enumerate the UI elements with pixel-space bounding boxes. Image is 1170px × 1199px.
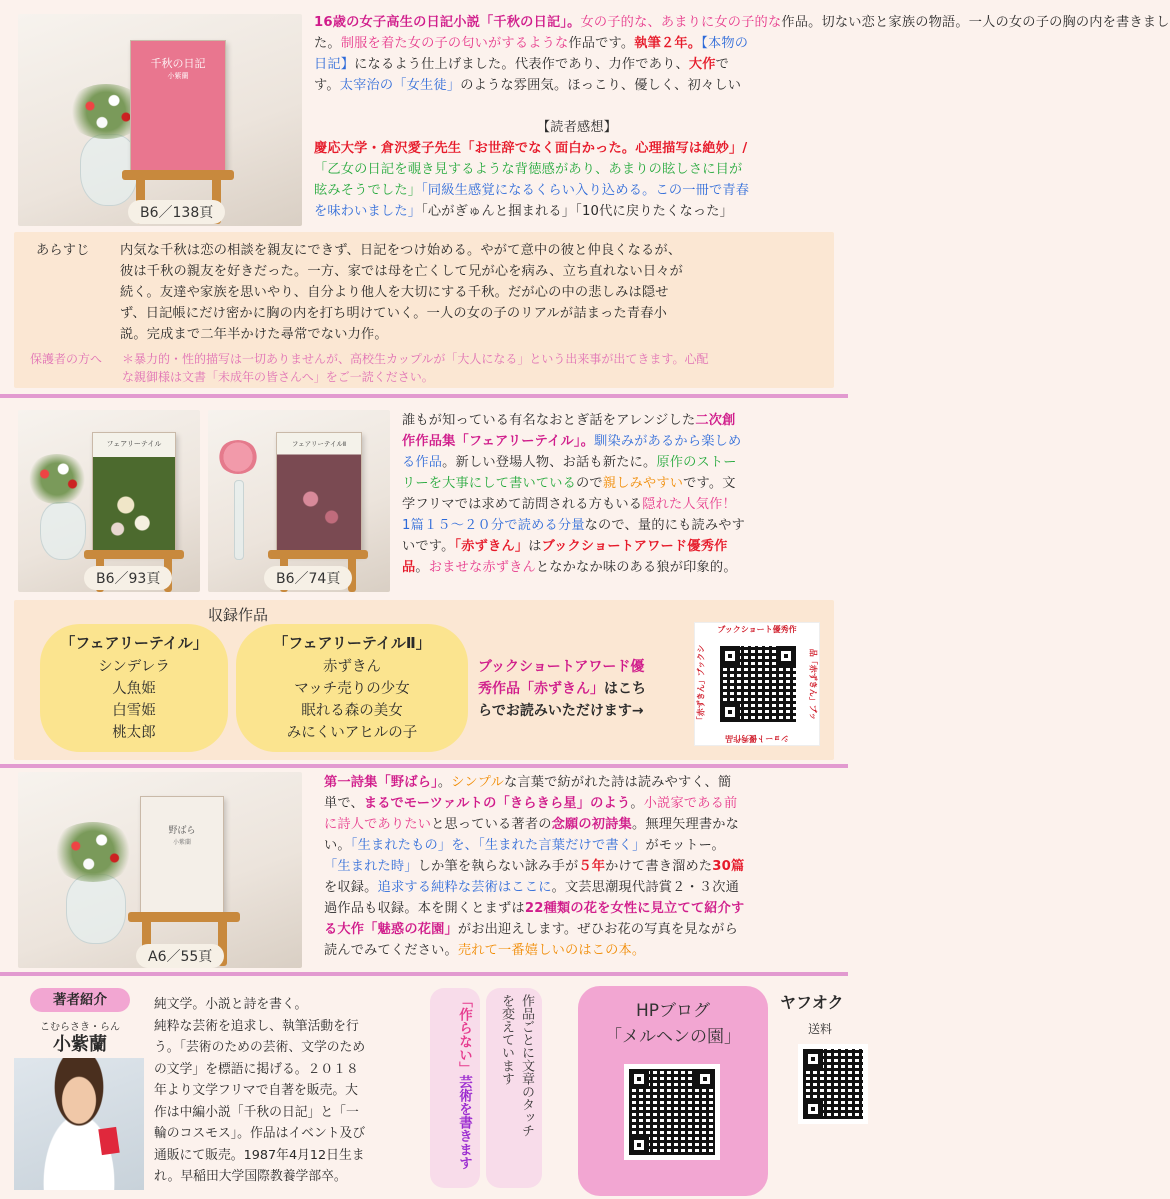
synopsis-text [120, 240, 832, 345]
auction-subtitle: 送料 [808, 1022, 833, 1036]
collection1-item: シンデレラ [98, 659, 170, 675]
collection2-title: 「フェアリーテイルⅡ」 [273, 634, 431, 652]
text-segment: リーを大事にして書いている [402, 476, 577, 491]
text-segment: 。 [415, 560, 429, 575]
text-segment: を収録。 [324, 880, 378, 895]
text-segment: を味わいました」 [314, 204, 422, 219]
text-segment: 親しみやすい [602, 476, 684, 491]
award-segment: はこち [604, 681, 646, 697]
synopsis-line: 説。完成まで二年半かけた尋常でない力作。 [120, 327, 388, 342]
chiaki-book-cover-author: 小紫蘭 [167, 72, 189, 80]
text-segment: です。文 [683, 476, 736, 491]
text-segment: で [715, 57, 730, 72]
text-segment: た。 [314, 36, 341, 51]
text-segment: 制服を着た女の子の匂いがするような [340, 36, 569, 51]
vertical-note-1-rest: 芸術を書きます [456, 1075, 472, 1170]
text-segment: 16歳の女子高生の日記小説「千秋の日記」。 [314, 15, 581, 30]
bio-line: れ。早稲田大学国際教養学部卒。 [154, 1169, 347, 1184]
bio-line: う。「芸術のための芸術、文学のため [154, 1040, 366, 1055]
vertical-note-2 [486, 988, 542, 1188]
collection2-item: マッチ売りの少女 [294, 681, 410, 697]
text-segment: 誰もが知っている有名なおとぎ話をアレンジした [402, 413, 696, 428]
text-segment: 太宰治の「女生徒」 [339, 78, 461, 93]
text-segment: 。 [630, 796, 644, 811]
synopsis-line: ず、日記帳にだけ密かに胸の内を打ち明けていく。一人の女の子のリアルが詰まった青春小 [120, 306, 668, 321]
chiaki-description [314, 12, 1170, 96]
text-segment: ５年 [578, 859, 606, 874]
reader-comments [314, 138, 846, 222]
blog-title: HPブログ [635, 1001, 711, 1021]
blog-qr-code[interactable] [624, 1064, 720, 1160]
text-line [324, 835, 842, 856]
text-line [314, 159, 846, 180]
text-segment: 眩みそうでした」 [314, 183, 422, 198]
bio-line: 通販にて販売。1987年4月12日生ま [154, 1147, 365, 1163]
qr-finder [720, 646, 740, 666]
flower-illustration [26, 454, 88, 504]
qr-finder [629, 1069, 649, 1089]
text-segment: ので [576, 476, 603, 491]
bio-line: 純粋な芸術を追求し、執筆活動を行 [154, 1018, 359, 1034]
text-segment: 作品です。 [568, 36, 635, 51]
guardian-line: な親御様は文書「未成年の皆さんへ」をご一読ください。 [122, 370, 434, 384]
section-divider [0, 972, 848, 976]
nobara-size-caption: A6／55頁 [136, 944, 224, 968]
author-furigana: こむらさき・らん [40, 1022, 120, 1033]
text-segment: す。 [314, 78, 340, 93]
qr-finder [695, 1069, 715, 1089]
fairytale-book-cover-title: フェアリーテイル [106, 440, 162, 448]
text-segment: となかなか味のある狼が印象的。 [535, 560, 737, 575]
text-segment: 「同級生感覚になるくらい入り込める。この一冊で青春 [421, 183, 750, 198]
award-line: らでお読みいただけます→ [478, 703, 644, 719]
vase-illustration [40, 502, 86, 560]
text-segment: 学フリマでは求めて訪問される方もいる [402, 497, 643, 512]
text-segment: 作作品集「フェアリーテイル」。 [402, 434, 595, 449]
author-photo [14, 1058, 144, 1190]
text-segment: 品 [402, 560, 416, 575]
text-line [314, 33, 840, 54]
collection1-item: 人魚姫 [112, 681, 156, 697]
text-segment: 「心がぎゅんと掴まれる」「10代に戻りたくなった」 [421, 204, 734, 219]
bio-line: 年より文学フリマで自著を販売。大 [154, 1083, 358, 1098]
text-segment: 女の子的な、あまりに女の子的な [580, 15, 782, 30]
text-line [402, 494, 842, 515]
award-line [478, 678, 690, 700]
collection1-item: 桃太郎 [112, 725, 156, 741]
text-line [324, 772, 842, 793]
qr-finder [720, 702, 740, 722]
text-segment: のような雰囲気。ほっこり、優しく、初々しい [460, 78, 742, 93]
award-segment: 秀作品「赤ずきん」 [478, 681, 604, 697]
text-segment: に詩人でありたい [324, 817, 432, 832]
text-line [402, 410, 842, 431]
collection2-item: みにくいアヒルの子 [286, 725, 418, 741]
text-segment: かけて書き溜めた [605, 859, 713, 874]
text-segment: 22種類の花を女性に見立てて紹介す [524, 901, 745, 916]
author-badge: 著者紹介 [30, 988, 130, 1012]
text-segment: 隠れた人気作！ [642, 497, 736, 512]
text-segment: は [528, 539, 542, 554]
nobara-book-cover-title: 野ばら [168, 826, 196, 836]
qr-finder [803, 1049, 823, 1069]
text-segment: と思っている著者の [431, 817, 552, 832]
text-segment: おませな赤ずきん [428, 560, 536, 575]
nobara-description [324, 772, 842, 961]
text-segment: ブックショートアワード優秀作 [541, 539, 728, 554]
collection2-list [236, 656, 468, 744]
collection1-title: 「フェアリーテイル」 [60, 634, 208, 652]
text-segment: 【本物の [701, 36, 749, 51]
text-segment: な言葉で紡がれた詩は読みやすく、簡 [503, 775, 732, 790]
vase-illustration [66, 874, 126, 944]
fairytale2-size-caption: B6／74頁 [264, 566, 352, 590]
text-segment: 「乙女の日記を覗き見するような背徳感があり、あまりの眩しさに目が [314, 162, 743, 177]
text-segment: る作品 [402, 455, 443, 470]
text-segment: 「赤ずきん」 [454, 539, 529, 554]
fairytale2-book-cover-title: フェアリーテイルⅡ [291, 440, 347, 448]
author-name: 小紫蘭 [53, 1034, 107, 1055]
text-segment: がモットー。 [645, 838, 725, 853]
chiaki-book-cover-title: 千秋の日記 [150, 57, 206, 70]
text-line [314, 54, 840, 75]
bio-line: 輪のコスモス」。作品はイベント及び [154, 1126, 366, 1141]
qr-label-right: 品「赤ずきん」ブッ [808, 648, 818, 721]
qr-finder [629, 1135, 649, 1155]
synopsis-label: あらすじ [36, 243, 90, 258]
text-segment: なので、量的にも読みやす [584, 518, 746, 533]
text-line [402, 536, 842, 557]
text-segment: 慶応大学・倉沢愛子先生「お世辞でなく面白かった。心理描写は絶妙」/ [314, 141, 748, 156]
bio-line: 作は中編小説「千秋の日記」と「一 [154, 1104, 359, 1120]
text-segment: まるでモーツァルトの「きらきら星」のよう [363, 796, 631, 811]
fairytale-book-photo [18, 410, 200, 592]
reader-heading: 【読者感想】 [536, 120, 618, 135]
text-segment: 作品。切ない恋と家族の物語。一人の女の子の胸の内を書きまし [781, 15, 1170, 30]
text-segment: 大作 [688, 57, 716, 72]
text-segment: 念願の初詩集 [551, 817, 632, 832]
chiaki-size-caption: B6／138頁 [128, 200, 225, 224]
collection2-item: 赤ずきん [323, 659, 381, 675]
red-book-prop [98, 1127, 119, 1155]
text-segment: 。文芸思潮現代詩賞２・３次通 [551, 880, 740, 895]
chiaki-book-cover [130, 40, 226, 172]
text-line [324, 940, 842, 961]
text-line [324, 877, 842, 898]
guardian-note [122, 350, 834, 386]
text-segment: 日記】 [314, 57, 355, 72]
synopsis-line: 彼は千秋の親友を好きだった。一方、家では母を亡くして兄が心を病み、立ち直れない日々が [120, 264, 684, 279]
qr-label-left: 「赤ずきん」ブックシ [696, 644, 706, 725]
vertical-note-1-quote: 「作らない」 [456, 994, 472, 1075]
text-line [324, 856, 842, 877]
section-divider [0, 764, 848, 768]
author-bio [154, 994, 426, 1188]
text-segment: 過作品も収録。本を開くとまずは [324, 901, 525, 916]
blog-name: 「メルヘンの園」 [605, 1027, 741, 1047]
nobara-book-cover-author: 小紫蘭 [172, 839, 191, 846]
nobara-book-photo [18, 772, 302, 968]
guardian-label: 保護者の方へ [30, 352, 103, 366]
auction-title: ヤフオク [780, 993, 844, 1012]
text-line [314, 201, 846, 222]
text-line [314, 12, 1170, 33]
fairytale2-book-photo [208, 410, 390, 592]
text-segment: 原作のストー [656, 455, 737, 470]
text-segment: いです。 [402, 539, 455, 554]
text-segment: い。 [324, 838, 351, 853]
text-line [324, 793, 842, 814]
vertical-note-2-col2: を変えています [499, 994, 514, 1085]
text-line [314, 138, 846, 159]
fairytale-book-cover [92, 432, 176, 554]
qr-label-top: ブックショート優秀作 [717, 625, 797, 634]
award-qr-frame [694, 622, 820, 746]
blog-panel[interactable] [578, 986, 768, 1196]
collection2-item: 眠れる森の美女 [301, 703, 403, 719]
text-segment: 。 [437, 775, 452, 790]
award-line: ブックショートアワード優 [478, 659, 645, 675]
text-segment: がお出迎えします。ぜひお花の写真を見ながら [457, 922, 738, 937]
text-segment: 追求する純粋な芸術はここに [377, 880, 552, 895]
text-segment: 単で、 [324, 796, 364, 811]
text-line [402, 557, 842, 578]
text-segment: 小説家である前 [643, 796, 738, 811]
text-segment: 第一詩集「野ばら」 [324, 775, 438, 790]
text-line [402, 473, 842, 494]
text-segment: シンプル [451, 775, 504, 790]
section-divider [0, 394, 848, 398]
text-line [314, 180, 846, 201]
chiaki-book-photo [18, 14, 302, 226]
text-segment: 執筆２年。 [634, 36, 702, 51]
qr-finder [776, 646, 796, 666]
flower-illustration [50, 822, 136, 882]
qr-finder [803, 1099, 823, 1119]
vase-illustration [234, 480, 244, 560]
bio-line: 純文学。小説と詩を書く。 [154, 997, 308, 1012]
text-segment: 30篇 [712, 859, 745, 874]
text-segment: る大作「魅惑の花園」 [324, 922, 458, 937]
text-segment: 読んでみてください。 [324, 943, 458, 958]
text-segment: 1篇１５～２０分で読める分量 [402, 518, 585, 533]
text-segment: 。新しい登場人物、お話も新たに。 [442, 455, 657, 470]
text-segment: 馴染みがあるから楽しめ [594, 434, 742, 449]
text-segment: になるよう仕上げました。代表作であり、力作であり、 [354, 57, 689, 72]
text-segment: しか筆を執らない詠み手が [417, 859, 579, 874]
vertical-note-1 [430, 988, 480, 1188]
synopsis-line: 続く。友達や家族を思いやり、自分より他人を大切にする千秋。だが心の中の悲しみは隠せ [120, 285, 669, 300]
text-line [324, 898, 842, 919]
nobara-book-cover [140, 796, 224, 914]
flower-illustration [218, 440, 258, 474]
award-link-text[interactable] [478, 656, 690, 722]
vertical-note-2-col1: 作品ごとに文章のタッチ [519, 994, 534, 1137]
bio-line: の文学」を標語に掲げる。２０１８ [154, 1061, 359, 1077]
synopsis-line: 内気な千秋は恋の相談を親友にできず、日記をつけ始める。やがて意中の彼と仲良くなるが、 [120, 243, 682, 258]
text-line [402, 431, 842, 452]
text-line [402, 452, 842, 473]
included-heading: 収録作品 [208, 606, 269, 624]
text-segment: 「生まれた時」 [324, 859, 418, 874]
text-line [402, 515, 842, 536]
text-segment: 二次創 [695, 413, 736, 428]
text-line [324, 814, 842, 835]
qr-label-bottom: ショート優秀作品 [725, 734, 789, 743]
text-segment: 売れて一番嬉しいのはこの本。 [457, 943, 646, 958]
fairytale-size-caption: B6／93頁 [84, 566, 172, 590]
auction-qr-code[interactable] [798, 1044, 868, 1124]
text-segment: 「生まれたもの」を、「生まれた言葉だけで書く」 [350, 838, 646, 853]
award-qr-code[interactable] [715, 641, 801, 727]
collection1-item: 白雪姫 [112, 703, 156, 719]
text-segment: 。無理矢理書かな [631, 817, 740, 832]
guardian-line: ＊暴力的・性的描写は一切ありませんが、高校生カップルが「大人になる」という出来事が出てきます。心配 [122, 352, 709, 366]
text-line [324, 919, 842, 940]
fairytale-description [402, 410, 842, 578]
fairytale2-book-cover [276, 432, 362, 554]
text-line [314, 75, 840, 96]
collection1-list [40, 656, 228, 744]
